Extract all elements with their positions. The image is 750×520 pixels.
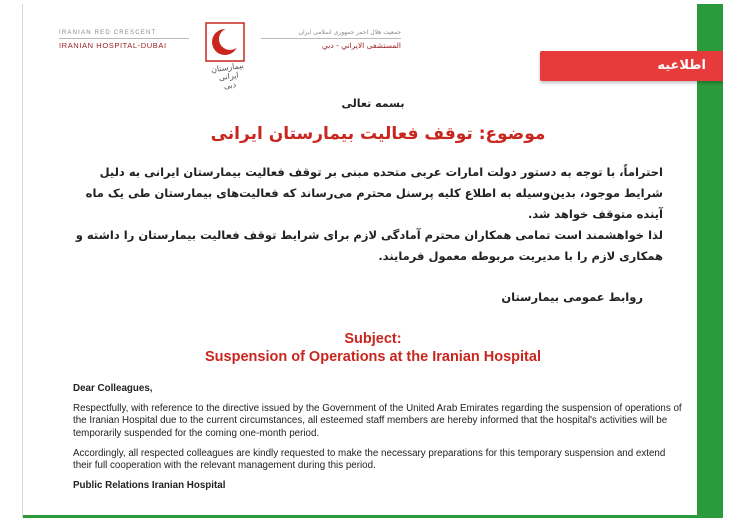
handwritten-signature	[207, 61, 251, 96]
header-hospital-english: IRANIAN HOSPITAL-DUBAI	[59, 41, 167, 50]
english-paragraph: Respectfully, with reference to the directive issued by the Government of the United Arab Emirates regarding the suspension of operations of the Iranian Hospital due to the current circumstances, all esteemed staff members are hereby informed that the hospital's activities will be temporarily suspended for the coming one-month period.	[73, 403, 682, 439]
english-signature: Public Relations Iranian Hospital	[73, 480, 226, 492]
basmala: بسمه تعالی	[341, 97, 405, 110]
header-persian	[261, 30, 401, 50]
english-greeting: Dear Colleagues,	[73, 383, 153, 394]
header-org-persian: جمعیت هلال احمر جمهوری اسلامی ایران	[298, 29, 401, 36]
english-paragraph: Accordingly, all respected colleagues are kindly requested to make the necessary preparations for this temporary suspension and extend their full cooperation with the relevant management during this period.	[73, 447, 666, 472]
notice-label: اطلاعیه	[657, 58, 706, 73]
notice-banner	[540, 51, 723, 81]
english-subject-title: Suspension of Operations at the Iranian Hospital	[205, 349, 541, 365]
side-green-bar	[697, 4, 723, 518]
header-rule	[59, 38, 189, 39]
header-english	[59, 30, 199, 50]
persian-paragraph: لذا خواهشمند است تمامی همکاران محترم آمادگی لازم برای شرایط توقف فعالیت بیمارستان را داشته و همکاری لازم را با مدیریت مربوطه معمول فرمایند.	[75, 228, 663, 263]
signature-line-1: بیمارستان ایرانی	[210, 60, 245, 83]
header-rule-persian	[261, 38, 401, 39]
persian-paragraph: احتراماً، با توجه به دستور دولت امارات عربی متحده مبنی بر توقف فعالیت بیمارستان ایرانی به دلیل شرایط موجود، بدین‌وسیله به اطلاع کلیه پرسنل محترم می‌رساند که فعالیت‌های بیمارستان طی یک ماه آینده متوقف خواهد شد.	[85, 165, 663, 221]
persian-signature: روابط عمومی بیمارستان	[501, 290, 643, 304]
letter-page	[22, 4, 723, 518]
bottom-green-edge	[23, 515, 723, 518]
red-crescent-logo-icon	[205, 22, 245, 62]
persian-subject: موضوع: توقف فعالیت بیمارستان ایرانی	[210, 124, 546, 144]
header-hospital-arabic: المستشفى الايراني - دبي	[322, 41, 401, 50]
signature-line-2: دبی	[223, 79, 237, 91]
english-body	[73, 383, 683, 492]
persian-body	[73, 162, 663, 267]
header-org-english: IRANIAN RED CRESCENT	[59, 30, 157, 36]
english-subject	[63, 330, 683, 366]
english-subject-label: Subject:	[344, 331, 402, 347]
